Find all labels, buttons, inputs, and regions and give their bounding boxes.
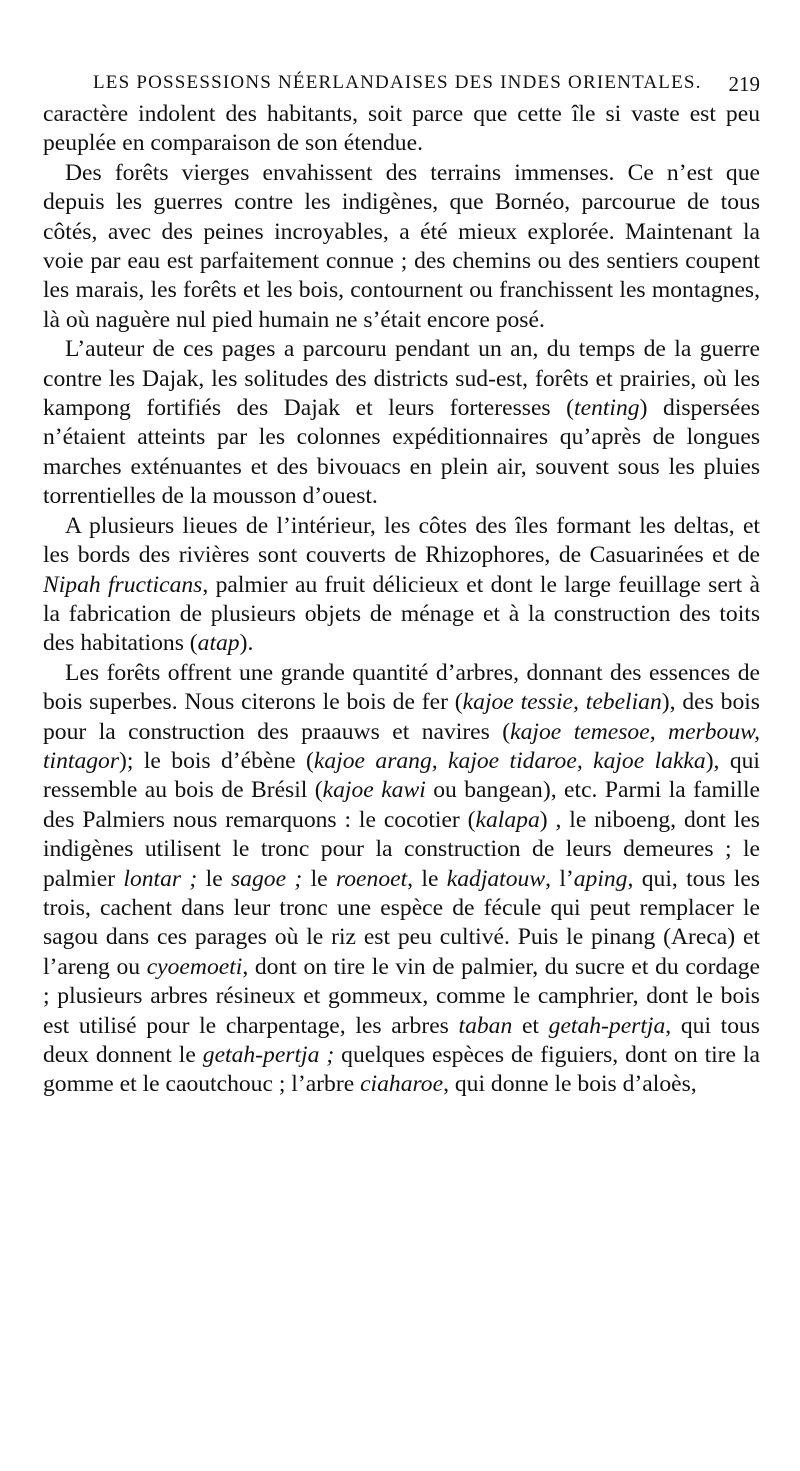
paragraph-5: [43, 659, 760, 1100]
italic-term: kajoe temesoe, merbouw, tintagor: [43, 718, 761, 774]
paragraph-1: [43, 100, 760, 159]
text-run: Des forêts vierges envahissent des terrains immenses. Ce n’est que depuis les guerres contre les indigènes, que Bornéo, parcourue de tous côtés, avec des peines incroyables, a été mieux explorée. Maintenant la voie par eau est parfaitement connue ; des chemins ou des sentiers coupent les marais, les forêts et les bois, contournent ou franchissent les montagnes, là où naguère nul pied humain ne s’était encore posé.: [43, 159, 760, 333]
page-number: 219: [728, 72, 760, 96]
text-run: , qui donne le bois d’aloès,: [443, 1071, 697, 1098]
text-run: le: [197, 865, 231, 892]
text-run: , palmier au fruit délicieux et dont le large feuillage sert à la fabrication de plusieurs objets de ménage et à la construction des toits des habitations (: [43, 571, 761, 657]
italic-term: kalapa: [475, 806, 540, 833]
italic-term: roenoet: [335, 865, 408, 892]
italic-term: Nipah fructicans: [43, 571, 203, 598]
text-run: ou bangean), etc. Parmi la famille des Palmiers nous remarquons : le cocotier (: [43, 777, 760, 833]
text-run: Les forêts offrent une grande quantité d’arbres, donnant des essences de bois superbes. Nous citerons le bois de fer (: [43, 659, 760, 716]
italic-term: atap: [197, 630, 240, 657]
text-run: ) , le niboeng, dont les indigènes utilisent le tronc pour la construction de leurs demeures ; le palmier: [43, 806, 760, 892]
text-run: , qui, tous les trois, cachent dans leur tronc une espèce de fécule qui peut remplacer le sagou dans ces parages où le riz est peu cultivé. Puis le pinang (Areca) et l’areng ou: [43, 865, 760, 980]
running-head: [43, 62, 760, 100]
italic-term: lontar ;: [123, 865, 198, 892]
italic-term: ciaharoe: [360, 1071, 444, 1098]
text-run: , qui tous deux donnent le: [43, 1012, 760, 1068]
text-run: quelques espèces de figuiers, dont on tire la gomme et le caoutchouc ; l’arbre: [43, 1042, 760, 1098]
text-run: caractère indolent des habitants, soit parce que cette île si vaste est peu peuplée en comparaison de son étendue.: [43, 101, 760, 157]
text-run: ).: [239, 630, 254, 657]
italic-term: kajoe kawi: [322, 777, 426, 804]
italic-term: sagoe ;: [231, 865, 303, 892]
italic-term: getah-pertja: [548, 1012, 666, 1039]
text-run: L’auteur de ces pages a parcouru pendant un an, du temps de la guerre contre les Dajak, les solitudes des districts sud-est, forêts et prairies, où les kampong fortifiés des Dajak et leurs forteresses (: [43, 336, 760, 422]
italic-term: cyoemoeti: [146, 953, 243, 980]
text-run: , l’: [545, 865, 574, 892]
italic-term: kajoe tessie, tebelian: [462, 689, 662, 716]
running-title: LES POSSESSIONS NÉERLANDAISES DES INDES ORIENTALES.: [93, 72, 702, 93]
text-run: A plusieurs lieues de l’intérieur, les côtes des îles formant les deltas, et les bords des rivières sont couverts de Rhizophores, de Casuarinées et de: [43, 512, 760, 569]
italic-term: kadjatouw: [446, 865, 546, 892]
text-run: ), qui ressemble au bois de Brésil (: [43, 747, 760, 804]
paragraph-4: [43, 512, 760, 659]
body-text: [43, 100, 760, 1100]
text-run: et: [512, 1012, 549, 1039]
text-run: ); le bois d’ébène (: [119, 747, 314, 774]
italic-term: kajoe arang, kajoe tidaroe, kajoe lakka: [313, 747, 706, 774]
italic-term: getah-pertja ;: [202, 1042, 335, 1068]
italic-term: taban: [458, 1012, 513, 1039]
italic-term: tenting: [574, 395, 640, 422]
text-run: , le: [407, 865, 447, 892]
italic-term: aping: [573, 865, 628, 892]
text-run: ), des bois pour la construction des praauws et navires (: [43, 689, 760, 745]
paragraph-3: [43, 335, 760, 511]
text-run: le: [302, 865, 336, 892]
text-run: ) dispersées n’étaient atteints par les colonnes expéditionnaires qu’après de longues marches exténuantes et des bivouacs en plein air, souvent sous les pluies torrentielles de la mousson d’ouest.: [43, 395, 760, 510]
paragraph-2: [43, 159, 760, 335]
text-run: , dont on tire le vin de palmier, du sucre et du cordage ; plusieurs arbres résineux et gommeux, comme le camphrier, dont le bois est utilisé pour le charpentage, les arbres: [43, 953, 760, 1039]
